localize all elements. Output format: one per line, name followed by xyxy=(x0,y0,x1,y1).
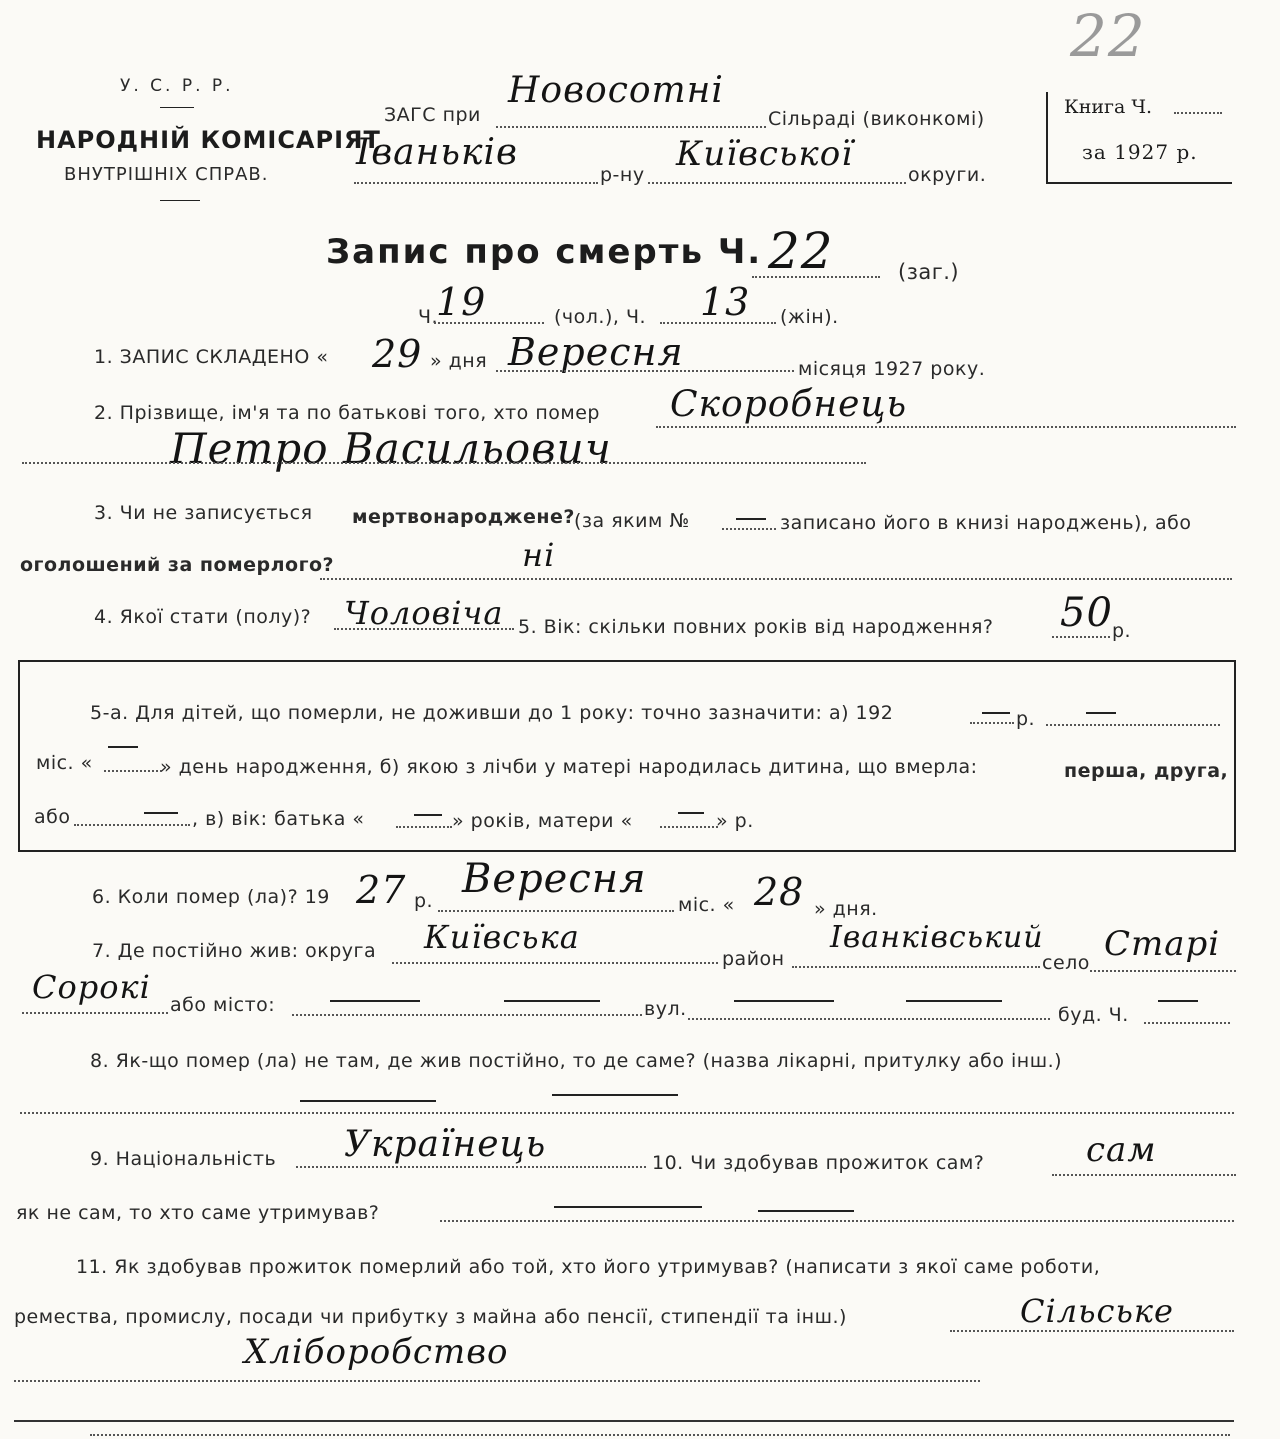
q7-street-label: вул. xyxy=(644,998,687,1020)
q6-day-label: » дня. xyxy=(814,898,878,920)
q5-age-unit: р. xyxy=(1112,620,1132,642)
q5a-line2-bold: перша, друга, xyxy=(1064,760,1229,782)
record-number-handwritten: 22 xyxy=(768,222,834,280)
q7-selo-line xyxy=(1090,970,1236,972)
q3-tail: записано його в книзі народжень), або xyxy=(780,512,1192,534)
men-count-prefix: Ч. xyxy=(418,306,439,328)
q7-label: 7. Де постійно жив: округа xyxy=(92,940,377,962)
q1-day-handwritten: 29 xyxy=(372,332,423,376)
okrug-line xyxy=(648,182,906,184)
q10-who-line xyxy=(440,1220,1234,1222)
q7-city-dash xyxy=(504,1000,600,1002)
q5a-line3b: , в) вік: батька « xyxy=(192,808,365,830)
q11-answer1-handwritten: Сільське xyxy=(1020,1292,1174,1330)
q7-city-label: або місто: xyxy=(170,994,276,1016)
q2-surname-handwritten: Скоробнець xyxy=(670,384,908,425)
q7-selo-label: село xyxy=(1042,952,1090,974)
q5a-month-line xyxy=(1046,724,1220,726)
q3-label: 3. Чи не записується xyxy=(94,502,313,524)
q1-tail: місяця 1927 року. xyxy=(798,358,986,380)
q5a-line3d: » р. xyxy=(716,810,754,832)
q4-sex-handwritten: Чоловіча xyxy=(344,594,504,632)
men-count-line xyxy=(434,322,544,324)
q6-year-handwritten: 27 xyxy=(356,868,407,912)
q5a-order-line xyxy=(74,824,190,826)
q2-label: 2. Прізвище, ім'я та по батькові того, хто помер xyxy=(94,402,600,424)
q2-name-handwritten: Петро Васильович xyxy=(170,424,612,473)
q1-month-line xyxy=(496,370,794,372)
q5a-father-line xyxy=(396,826,452,828)
q2-surname-line xyxy=(656,426,1236,428)
q7-bud-line xyxy=(1144,1022,1230,1024)
q6-year-label: р. xyxy=(414,890,434,912)
q3-stillborn: мертвонароджене? xyxy=(352,506,575,528)
divider xyxy=(160,107,194,108)
q10-self-handwritten: сам xyxy=(1086,1130,1157,1170)
q7-street-line xyxy=(688,1018,1050,1020)
q7-street-dash xyxy=(734,1000,834,1002)
q3-declared: оголошений за померлого? xyxy=(20,554,335,576)
q5a-line2b: » день народження, б) якою з лічби у матері народилась дитина, що вмерла: xyxy=(160,756,978,778)
q7-raion-line xyxy=(792,966,1040,968)
internal-affairs-label: ВНУТРІШНІХ СПРАВ. xyxy=(64,164,269,185)
q7-bud-dash xyxy=(1158,1000,1198,1002)
q11-answer1-line xyxy=(950,1330,1234,1332)
bottom-rule xyxy=(14,1420,1234,1422)
divider xyxy=(160,200,200,201)
q6-month-line xyxy=(438,910,674,912)
q11-line1: 11. Як здобував прожиток померлий або той, хто його утримував? (написати з якої саме роботи, xyxy=(76,1256,1101,1278)
q9-nationality-line xyxy=(296,1166,646,1168)
q5a-order-dash xyxy=(144,812,178,814)
men-label: (чол.), Ч. xyxy=(554,306,647,328)
ussr-label: У. С. Р. Р. xyxy=(120,76,234,96)
village-line xyxy=(496,126,766,128)
women-label: (жін). xyxy=(780,306,839,328)
q10-label: 10. Чи здобував прожиток сам? xyxy=(652,1152,985,1174)
q10-who-dash xyxy=(554,1206,702,1208)
book-number-line xyxy=(1174,112,1222,114)
q1-day-label: » дня xyxy=(430,350,488,372)
selrada-label: Сільраді (виконкомі) xyxy=(768,108,985,130)
q10-who-dash xyxy=(758,1210,854,1212)
q5a-day-line xyxy=(104,770,162,772)
record-title: Запис про смерть Ч. xyxy=(326,232,763,272)
village-handwritten: Новосотні xyxy=(508,70,724,111)
q7-okrug-handwritten: Київська xyxy=(424,918,580,956)
q5a-father-dash xyxy=(414,814,442,816)
raion-line xyxy=(354,182,598,184)
q5a-line3c: » років, матери « xyxy=(452,810,633,832)
men-count-handwritten: 19 xyxy=(436,280,487,324)
q5a-line2a: міс. « xyxy=(36,752,93,774)
q11-line2: ремества, промислу, посади чи прибутку з майна або пенсії, стипендії та інш.) xyxy=(14,1306,847,1328)
q2-name-line xyxy=(22,462,866,464)
q5a-mother-dash xyxy=(678,812,704,814)
q7-raion-handwritten: Іванківський xyxy=(830,920,1044,955)
corner-number-handwritten: 22 xyxy=(1070,2,1146,70)
record-number-line xyxy=(752,276,880,278)
q8-answer-dash xyxy=(300,1100,436,1102)
q5a-year-dash xyxy=(982,712,1010,714)
q4-label: 4. Якої стати (полу)? xyxy=(94,606,312,628)
q4-sex-line xyxy=(334,628,514,630)
q7-bud-label: буд. Ч. xyxy=(1058,1004,1129,1026)
q9-nationality-handwritten: Українець xyxy=(344,1124,547,1165)
q9-label: 9. Національність xyxy=(90,1148,277,1170)
q7-city-dash xyxy=(330,1000,420,1002)
q7-city-line xyxy=(292,1014,642,1016)
q7-selo-cont-line xyxy=(22,1012,168,1014)
commissariat-label: НАРОДНІЙ КОМІСАРІЯТ xyxy=(36,126,381,154)
q8-answer-dash xyxy=(552,1094,678,1096)
q11-answer2-handwritten: Хліборобство xyxy=(244,1332,509,1372)
women-count-line xyxy=(660,322,776,324)
q5-label: 5. Вік: скільки повних років від народження? xyxy=(518,616,994,638)
q10-self-line xyxy=(1052,1174,1236,1176)
okrug-handwritten: Київської xyxy=(676,134,854,174)
bottom-dotted-rule xyxy=(90,1434,1230,1436)
q5-age-line xyxy=(1052,636,1110,638)
zags-prefix: ЗАГС при xyxy=(384,104,481,126)
book-label: Книга Ч. xyxy=(1064,96,1153,118)
q3-number-line xyxy=(722,528,776,530)
q5a-line1-r: р. xyxy=(1016,708,1036,730)
q5a-line1: 5-а. Для дітей, що померли, не доживши до 1 року: точно зазначити: а) 192 xyxy=(90,702,894,724)
q5a-month-dash xyxy=(1086,712,1116,714)
q7-okrug-line xyxy=(392,962,718,964)
q8-label: 8. Як-що помер (ла) не там, де жив постійно, то де саме? (назва лікарні, притулку або інш.) xyxy=(90,1050,1063,1072)
okrug-label: округи. xyxy=(908,164,987,186)
q5a-line3a: або xyxy=(34,806,71,828)
q6-label: 6. Коли помер (ла)? 19 xyxy=(92,886,330,908)
q5a-mother-line xyxy=(660,826,718,828)
q7-selo-handwritten: Старі xyxy=(1104,924,1221,964)
book-year: за 1927 р. xyxy=(1082,140,1198,164)
q7-street-dash xyxy=(906,1000,1002,1002)
q6-day-handwritten: 28 xyxy=(754,870,805,914)
zag-label: (заг.) xyxy=(898,260,960,284)
q1-month-handwritten: Вересня xyxy=(508,330,684,374)
q1-label: 1. ЗАПИС СКЛАДЕНО « xyxy=(94,346,329,368)
q8-answer-line xyxy=(20,1112,1234,1114)
q6-mis: міс. « xyxy=(678,894,735,916)
q5-age-handwritten: 50 xyxy=(1060,590,1113,636)
q3-mid: (за яким № xyxy=(574,510,690,532)
q7-selo-cont-handwritten: Сорокі xyxy=(32,968,151,1006)
q10-who-label: як не сам, то хто саме утримував? xyxy=(16,1202,380,1224)
raion-label: р-ну xyxy=(600,164,645,186)
raion-handwritten: Іваньків xyxy=(356,132,518,173)
q3-number-dash xyxy=(736,518,766,520)
q3-answer-handwritten: ні xyxy=(522,536,556,574)
women-count-handwritten: 13 xyxy=(700,280,751,324)
q6-month-handwritten: Вересня xyxy=(462,856,647,902)
q3-answer-line xyxy=(320,578,1232,580)
q11-answer2-line xyxy=(14,1380,980,1382)
q5a-year-line xyxy=(970,722,1014,724)
q5a-day-dash xyxy=(108,746,138,748)
q7-raion-label: район xyxy=(722,948,785,970)
